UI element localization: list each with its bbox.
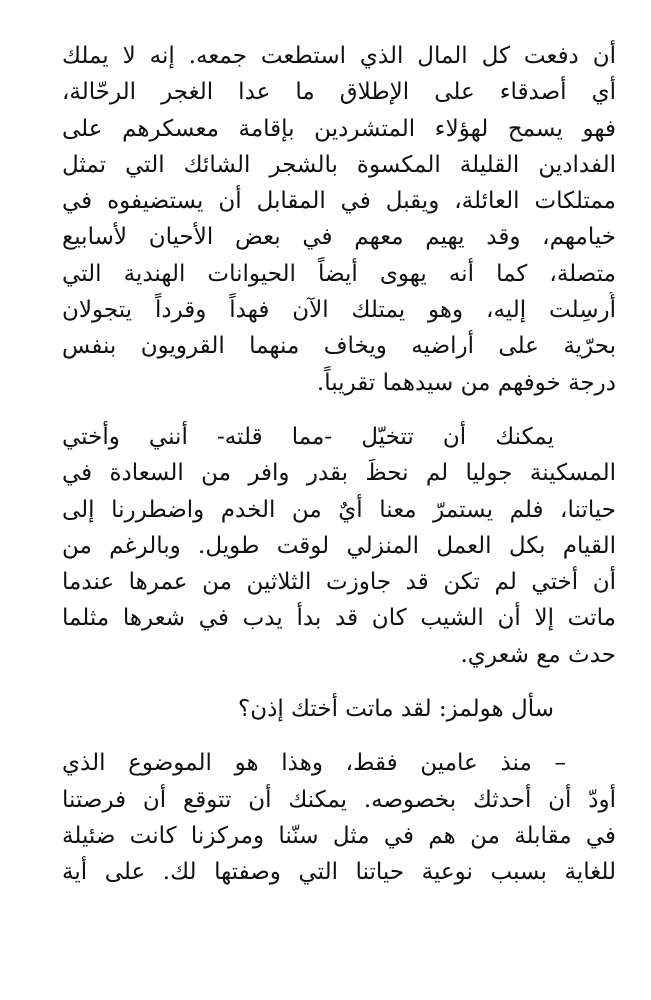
- text-line: درجة خوفهم من سيدهما تقريباً.: [316, 369, 616, 396]
- text-line: بحرّية على أراضيه ويخاف منهما القرويون بنفس: [62, 333, 616, 360]
- text-line: – منذ عامين فقط، وهذا هو الموضوع الذي: [62, 750, 566, 777]
- text-line: ماتت إلا أن الشيب كان قد بدأ يدب في شعرها مثلما: [62, 605, 616, 632]
- text-line: أُرسِلت إليه، وهو يمتلك الآن فهداً وقرداً يتجولان: [62, 297, 616, 324]
- paragraph-sister-story: [62, 38, 616, 401]
- book-page: [62, 38, 616, 891]
- paragraph-gap: [62, 727, 616, 745]
- paragraph-julia: [62, 419, 616, 673]
- text-line: حدث مع شعري.: [460, 641, 616, 668]
- text-line: في مقابلة من هم في مثل سنّنا ومركزنا كانت ضئيلة: [62, 822, 616, 849]
- paragraph-holmes-question: [62, 691, 616, 727]
- text-line: أن دفعت كل المال الذي استطعت جمعه. إنه لا يملك: [62, 43, 616, 69]
- text-line: الفدادين القليلة المكسوة بالشجر الشائك التي تمثل: [62, 151, 616, 178]
- text-line: حياتنا، فلم يستمرّ معنا أيٌ من الخدم واضطررنا إلى: [62, 496, 616, 523]
- text-line: أودّ أن أحدثك بخصوصه. يمكنك أن تتوقع أن فرصتنا: [62, 786, 616, 813]
- text-line: أي أصدقاء على الإطلاق ما عدا الغجر الرحّالة،: [62, 79, 616, 106]
- text-line: أن أختي لم تكن قد جاوزت الثلاثين من عمرها عندما: [62, 569, 616, 596]
- text-line: فهو يسمح لهؤلاء المتشردين بإقامة معسكرهم على: [62, 115, 616, 142]
- text-line: القيام بكل العمل المنزلي لوقت طويل. وبالرغم من: [62, 532, 616, 559]
- text-line: خيامهم، وقد يهيم معهم في بعض الأحيان لأسابيع: [62, 224, 616, 251]
- paragraph-reply: [62, 745, 616, 890]
- text-line: سأل هولمز: لقد ماتت أختك إذن؟: [238, 696, 554, 723]
- text-line: يمكنك أن تتخيّل -مما قلته- أنني وأختي: [62, 423, 554, 450]
- text-line: متصلة، كما أنه يهوى أيضاً الحيوانات الهندية التي: [62, 260, 616, 287]
- paragraph-gap: [62, 401, 616, 419]
- text-line: ممتلكات العائلة، ويقبل في المقابل أن يستضيفوه في: [62, 188, 616, 215]
- paragraph-gap: [62, 673, 616, 691]
- text-line: للغاية بسبب نوعية حياتنا التي وصفتها لك. على أية: [62, 859, 616, 886]
- text-line: المسكينة جوليا لم نحظَ بقدر وافر من السعادة في: [62, 460, 616, 487]
